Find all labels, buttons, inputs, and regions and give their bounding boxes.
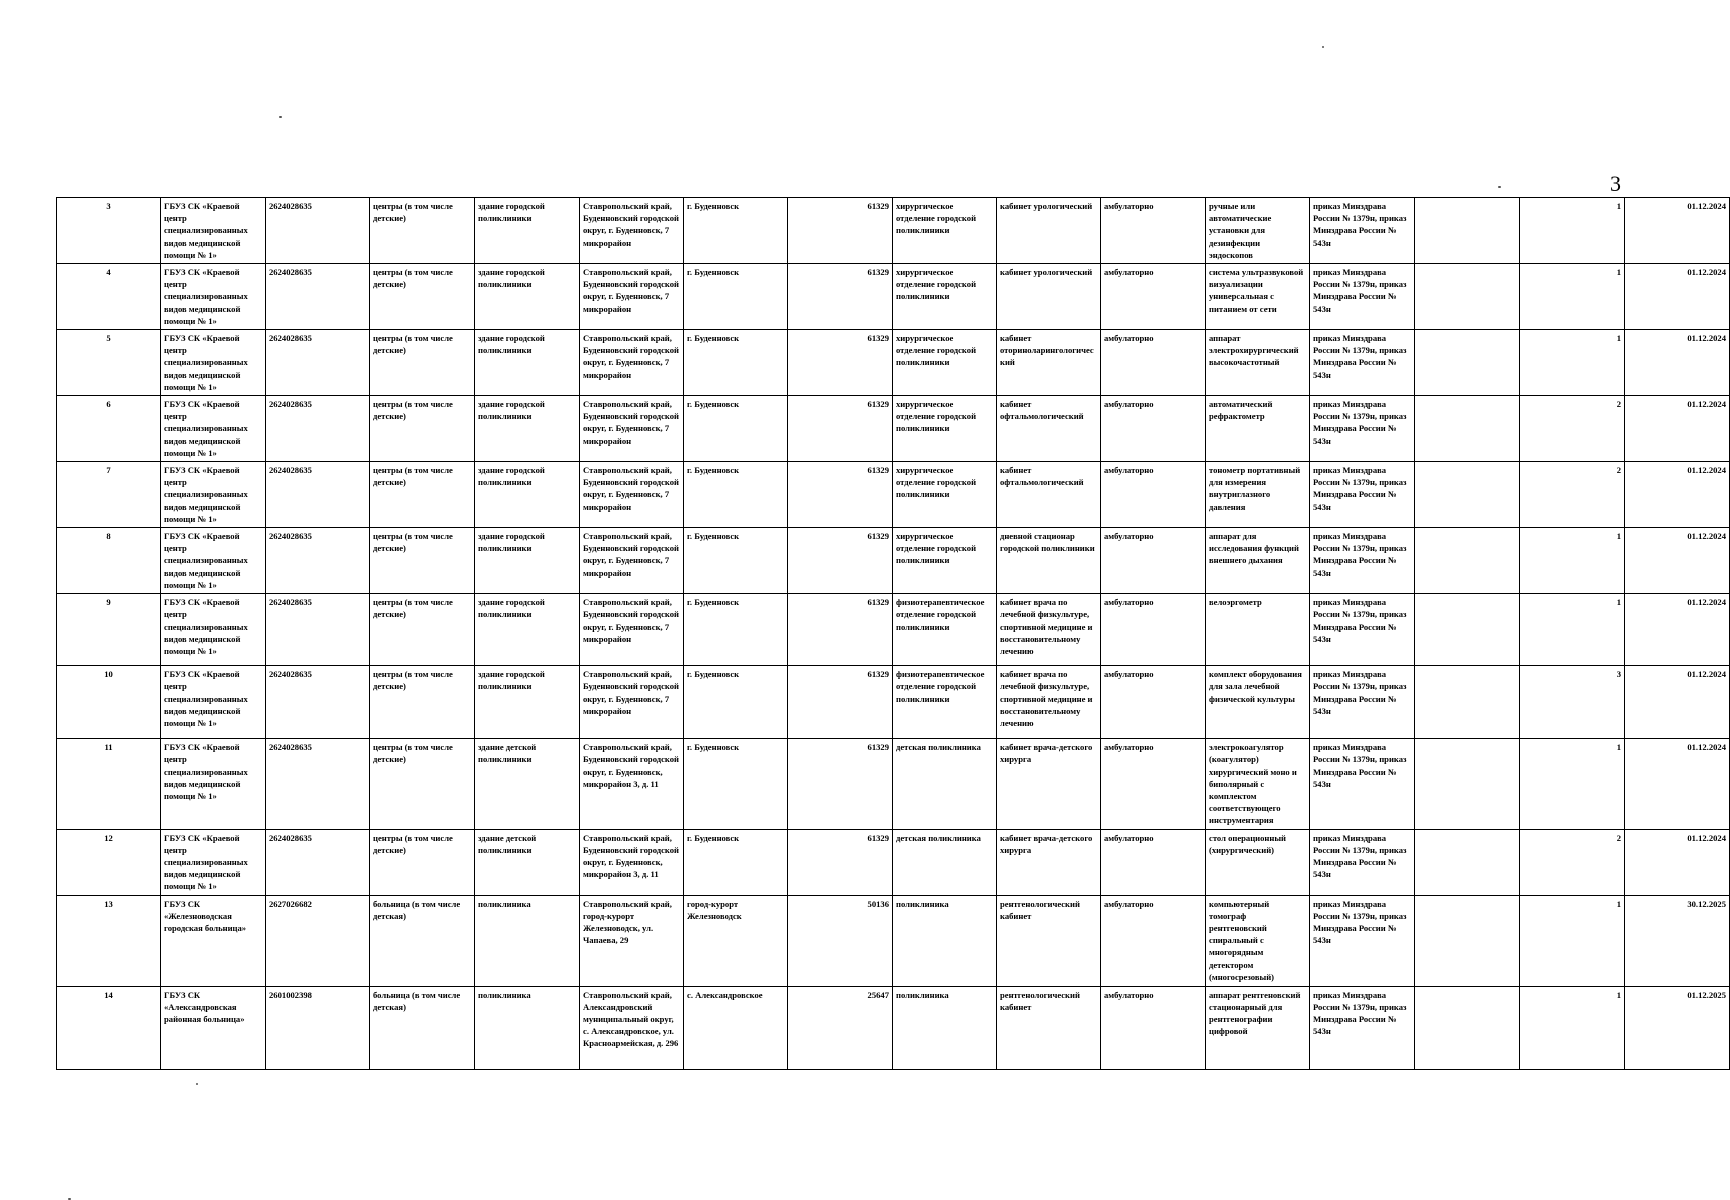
cell-extra <box>1415 396 1520 462</box>
cell-row-number: 11 <box>57 739 161 829</box>
cell-city: г. Буденновск <box>684 528 788 594</box>
cell-address: Ставропольский край, Буденновский городской округ, г. Буденновск, 7 микрорайон <box>580 264 684 330</box>
cell-organization-name: ГБУЗ СК «Краевой центр специализированных видов медицинской помощи № 1» <box>161 594 266 666</box>
cell-organization-name: ГБУЗ СК «Железноводская городская больница» <box>161 895 266 986</box>
cell-city: г. Буденновск <box>684 594 788 666</box>
cell-order: приказ Минздрава России № 1379н, приказ Минздрава России № 543н <box>1310 330 1415 396</box>
cell-room: рентгенологический кабинет <box>997 986 1101 1069</box>
cell-address: Ставропольский край, Буденновский городской округ, г. Буденновск, 7 микрорайон <box>580 528 684 594</box>
cell-date: 01.12.2025 <box>1625 986 1730 1069</box>
cell-extra <box>1415 829 1520 895</box>
cell-building: здание городской поликлиники <box>475 528 580 594</box>
cell-organization-type: центры (в том числе детские) <box>370 330 475 396</box>
cell-inn: 2624028635 <box>266 666 370 739</box>
scan-speck <box>279 116 282 118</box>
cell-conditions: амбулаторно <box>1101 739 1206 829</box>
cell-date: 01.12.2024 <box>1625 330 1730 396</box>
cell-row-number: 10 <box>57 666 161 739</box>
table-row <box>57 829 1730 895</box>
cell-quantity: 2 <box>1520 829 1625 895</box>
cell-extra <box>1415 330 1520 396</box>
cell-city: г. Буденновск <box>684 264 788 330</box>
cell-conditions: амбулаторно <box>1101 829 1206 895</box>
cell-equipment: аппарат рентгеновский стационарный для рентгенографии цифровой <box>1206 986 1310 1069</box>
cell-inn: 2624028635 <box>266 462 370 528</box>
cell-quantity: 2 <box>1520 396 1625 462</box>
cell-building: здание городской поликлиники <box>475 462 580 528</box>
cell-extra <box>1415 198 1520 264</box>
cell-room: рентгенологический кабинет <box>997 895 1101 986</box>
cell-organization-type: центры (в том числе детские) <box>370 396 475 462</box>
cell-date: 01.12.2024 <box>1625 462 1730 528</box>
cell-department: хирургическое отделение городской поликлиники <box>893 462 997 528</box>
scan-speck <box>1498 186 1501 188</box>
cell-organization-name: ГБУЗ СК «Краевой центр специализированных видов медицинской помощи № 1» <box>161 666 266 739</box>
cell-inn: 2624028635 <box>266 198 370 264</box>
page-number: 3 <box>1610 171 1621 196</box>
cell-conditions: амбулаторно <box>1101 264 1206 330</box>
cell-quantity: 2 <box>1520 462 1625 528</box>
cell-department: физиотерапевтическое отделение городской поликлиники <box>893 666 997 739</box>
cell-row-number: 6 <box>57 396 161 462</box>
cell-room: кабинет урологический <box>997 264 1101 330</box>
cell-date: 01.12.2024 <box>1625 528 1730 594</box>
cell-department: хирургическое отделение городской поликлиники <box>893 264 997 330</box>
cell-building: здание городской поликлиники <box>475 396 580 462</box>
cell-postcode: 61329 <box>788 666 893 739</box>
cell-quantity: 1 <box>1520 330 1625 396</box>
cell-inn: 2624028635 <box>266 739 370 829</box>
cell-extra <box>1415 666 1520 739</box>
cell-building: здание детской поликлиники <box>475 739 580 829</box>
cell-equipment: ручные или автоматические установки для дезинфекции эндоскопов <box>1206 198 1310 264</box>
cell-organization-type: центры (в том числе детские) <box>370 198 475 264</box>
cell-inn: 2627026682 <box>266 895 370 986</box>
cell-postcode: 61329 <box>788 594 893 666</box>
cell-organization-name: ГБУЗ СК «Краевой центр специализированных видов медицинской помощи № 1» <box>161 528 266 594</box>
cell-order: приказ Минздрава России № 1379н, приказ Минздрава России № 543н <box>1310 666 1415 739</box>
cell-department: хирургическое отделение городской поликлиники <box>893 528 997 594</box>
table-row <box>57 986 1730 1069</box>
cell-order: приказ Минздрава России № 1379н, приказ Минздрава России № 543н <box>1310 829 1415 895</box>
table-row <box>57 198 1730 264</box>
cell-date: 30.12.2025 <box>1625 895 1730 986</box>
cell-address: Ставропольский край, Буденновский городской округ, г. Буденновск, 7 микрорайон <box>580 396 684 462</box>
cell-row-number: 13 <box>57 895 161 986</box>
cell-conditions: амбулаторно <box>1101 462 1206 528</box>
cell-equipment: аппарат для исследования функций внешнего дыхания <box>1206 528 1310 594</box>
cell-order: приказ Минздрава России № 1379н, приказ Минздрава России № 543н <box>1310 986 1415 1069</box>
cell-department: поликлиника <box>893 895 997 986</box>
cell-building: здание городской поликлиники <box>475 198 580 264</box>
cell-organization-type: центры (в том числе детские) <box>370 528 475 594</box>
cell-address: Ставропольский край, Буденновский городской округ, г. Буденновск, 7 микрорайон <box>580 462 684 528</box>
cell-organization-type: центры (в том числе детские) <box>370 666 475 739</box>
cell-conditions: амбулаторно <box>1101 528 1206 594</box>
cell-address: Ставропольский край, Буденновский городской округ, г. Буденновск, микрорайон 3, д. 11 <box>580 739 684 829</box>
cell-address: Ставропольский край, Александровский муниципальный округ, с. Александровское, ул. Красноармейская, д. 296 <box>580 986 684 1069</box>
cell-equipment: компьютерный томограф рентгеновский спиральный с многорядным детектором (многосрезовый) <box>1206 895 1310 986</box>
cell-inn: 2624028635 <box>266 594 370 666</box>
cell-city: г. Буденновск <box>684 829 788 895</box>
cell-extra <box>1415 739 1520 829</box>
cell-quantity: 3 <box>1520 666 1625 739</box>
cell-inn: 2624028635 <box>266 528 370 594</box>
table-row <box>57 264 1730 330</box>
cell-city: г. Буденновск <box>684 739 788 829</box>
cell-quantity: 1 <box>1520 264 1625 330</box>
cell-organization-type: больница (в том числе детская) <box>370 986 475 1069</box>
cell-inn: 2624028635 <box>266 396 370 462</box>
cell-order: приказ Минздрава России № 1379н, приказ Минздрава России № 543н <box>1310 396 1415 462</box>
cell-address: Ставропольский край, Буденновский городской округ, г. Буденновск, 7 микрорайон <box>580 594 684 666</box>
cell-building: здание городской поликлиники <box>475 330 580 396</box>
cell-order: приказ Минздрава России № 1379н, приказ Минздрава России № 543н <box>1310 264 1415 330</box>
cell-organization-name: ГБУЗ СК «Краевой центр специализированных видов медицинской помощи № 1» <box>161 462 266 528</box>
cell-address: Ставропольский край, Буденновский городской округ, г. Буденновск, 7 микрорайон <box>580 666 684 739</box>
cell-date: 01.12.2024 <box>1625 264 1730 330</box>
cell-equipment: тонометр портативный для измерения внутриглазного давления <box>1206 462 1310 528</box>
equipment-registry-table <box>56 197 1730 1070</box>
cell-row-number: 8 <box>57 528 161 594</box>
cell-organization-name: ГБУЗ СК «Краевой центр специализированных видов медицинской помощи № 1» <box>161 264 266 330</box>
cell-room: кабинет врача-детского хирурга <box>997 829 1101 895</box>
cell-city: г. Буденновск <box>684 330 788 396</box>
cell-order: приказ Минздрава России № 1379н, приказ Минздрава России № 543н <box>1310 739 1415 829</box>
cell-row-number: 7 <box>57 462 161 528</box>
cell-date: 01.12.2024 <box>1625 829 1730 895</box>
cell-quantity: 1 <box>1520 895 1625 986</box>
cell-row-number: 3 <box>57 198 161 264</box>
cell-conditions: амбулаторно <box>1101 986 1206 1069</box>
cell-organization-name: ГБУЗ СК «Краевой центр специализированных видов медицинской помощи № 1» <box>161 330 266 396</box>
cell-building: здание городской поликлиники <box>475 666 580 739</box>
cell-address: Ставропольский край, Буденновский городской округ, г. Буденновск, 7 микрорайон <box>580 330 684 396</box>
cell-building: здание городской поликлиники <box>475 594 580 666</box>
cell-extra <box>1415 594 1520 666</box>
cell-row-number: 9 <box>57 594 161 666</box>
cell-extra <box>1415 264 1520 330</box>
cell-inn: 2601002398 <box>266 986 370 1069</box>
cell-room: кабинет оториноларингологический <box>997 330 1101 396</box>
cell-department: хирургическое отделение городской поликлиники <box>893 396 997 462</box>
cell-conditions: амбулаторно <box>1101 396 1206 462</box>
cell-room: дневной стационар городской поликлиники <box>997 528 1101 594</box>
cell-row-number: 14 <box>57 986 161 1069</box>
table-row <box>57 895 1730 986</box>
cell-organization-type: центры (в том числе детские) <box>370 264 475 330</box>
scan-speck <box>1322 46 1324 48</box>
cell-building: поликлиника <box>475 895 580 986</box>
table-row <box>57 666 1730 739</box>
cell-organization-type: центры (в том числе детские) <box>370 829 475 895</box>
cell-room: кабинет врача по лечебной физкультуре, спортивной медицине и восстановительному лечению <box>997 666 1101 739</box>
cell-row-number: 4 <box>57 264 161 330</box>
registry-body <box>57 198 1730 1070</box>
cell-equipment: велоэргометр <box>1206 594 1310 666</box>
cell-postcode: 50136 <box>788 895 893 986</box>
cell-organization-name: ГБУЗ СК «Краевой центр специализированных видов медицинской помощи № 1» <box>161 739 266 829</box>
cell-equipment: аппарат электрохирургический высокочастотный <box>1206 330 1310 396</box>
table-row <box>57 462 1730 528</box>
cell-equipment: система ультразвуковой визуализации универсальная с питанием от сети <box>1206 264 1310 330</box>
cell-equipment: автоматический рефрактометр <box>1206 396 1310 462</box>
cell-date: 01.12.2024 <box>1625 666 1730 739</box>
cell-order: приказ Минздрава России № 1379н, приказ Минздрава России № 543н <box>1310 462 1415 528</box>
cell-equipment: стол операционный (хирургический) <box>1206 829 1310 895</box>
cell-row-number: 5 <box>57 330 161 396</box>
cell-conditions: амбулаторно <box>1101 330 1206 396</box>
cell-organization-name: ГБУЗ СК «Краевой центр специализированных видов медицинской помощи № 1» <box>161 829 266 895</box>
cell-address: Ставропольский край, Буденновский городской округ, г. Буденновск, микрорайон 3, д. 11 <box>580 829 684 895</box>
cell-row-number: 12 <box>57 829 161 895</box>
cell-city: г. Буденновск <box>684 462 788 528</box>
cell-room: кабинет врача по лечебной физкультуре, спортивной медицине и восстановительному лечению <box>997 594 1101 666</box>
cell-quantity: 1 <box>1520 528 1625 594</box>
cell-postcode: 61329 <box>788 739 893 829</box>
cell-room: кабинет офтальмологический <box>997 396 1101 462</box>
cell-conditions: амбулаторно <box>1101 594 1206 666</box>
cell-date: 01.12.2024 <box>1625 396 1730 462</box>
cell-organization-type: центры (в том числе детские) <box>370 594 475 666</box>
table-row <box>57 396 1730 462</box>
cell-department: хирургическое отделение городской поликлиники <box>893 198 997 264</box>
cell-order: приказ Минздрава России № 1379н, приказ Минздрава России № 543н <box>1310 895 1415 986</box>
cell-order: приказ Минздрава России № 1379н, приказ Минздрава России № 543н <box>1310 198 1415 264</box>
table-row <box>57 594 1730 666</box>
cell-city: г. Буденновск <box>684 396 788 462</box>
cell-postcode: 61329 <box>788 829 893 895</box>
cell-extra <box>1415 528 1520 594</box>
cell-department: физиотерапевтическое отделение городской поликлиники <box>893 594 997 666</box>
cell-quantity: 1 <box>1520 739 1625 829</box>
cell-department: детская поликлиника <box>893 829 997 895</box>
cell-postcode: 25647 <box>788 986 893 1069</box>
cell-order: приказ Минздрава России № 1379н, приказ Минздрава России № 543н <box>1310 594 1415 666</box>
cell-extra <box>1415 986 1520 1069</box>
cell-conditions: амбулаторно <box>1101 198 1206 264</box>
cell-postcode: 61329 <box>788 264 893 330</box>
cell-address: Ставропольский край, город-курорт Железноводск, ул. Чапаева, 29 <box>580 895 684 986</box>
cell-address: Ставропольский край, Буденновский городской округ, г. Буденновск, 7 микрорайон <box>580 198 684 264</box>
cell-equipment: электрокоагулятор (коагулятор) хирургический моно и биполярный с комплектом соответствующего инструментария <box>1206 739 1310 829</box>
cell-postcode: 61329 <box>788 462 893 528</box>
cell-building: здание городской поликлиники <box>475 264 580 330</box>
cell-city: с. Александровское <box>684 986 788 1069</box>
cell-quantity: 1 <box>1520 198 1625 264</box>
cell-inn: 2624028635 <box>266 330 370 396</box>
cell-city: г. Буденновск <box>684 198 788 264</box>
cell-organization-name: ГБУЗ СК «Краевой центр специализированных видов медицинской помощи № 1» <box>161 396 266 462</box>
cell-extra <box>1415 895 1520 986</box>
cell-organization-type: центры (в том числе детские) <box>370 462 475 528</box>
cell-city: г. Буденновск <box>684 666 788 739</box>
cell-date: 01.12.2024 <box>1625 594 1730 666</box>
cell-order: приказ Минздрава России № 1379н, приказ Минздрава России № 543н <box>1310 528 1415 594</box>
table-row <box>57 739 1730 829</box>
cell-postcode: 61329 <box>788 330 893 396</box>
cell-organization-type: центры (в том числе детские) <box>370 739 475 829</box>
cell-department: поликлиника <box>893 986 997 1069</box>
cell-inn: 2624028635 <box>266 829 370 895</box>
cell-room: кабинет врача-детского хирурга <box>997 739 1101 829</box>
cell-organization-name: ГБУЗ СК «Краевой центр специализированных видов медицинской помощи № 1» <box>161 198 266 264</box>
cell-conditions: амбулаторно <box>1101 666 1206 739</box>
cell-extra <box>1415 462 1520 528</box>
cell-date: 01.12.2024 <box>1625 198 1730 264</box>
cell-organization-name: ГБУЗ СК «Александровская районная больница» <box>161 986 266 1069</box>
cell-building: поликлиника <box>475 986 580 1069</box>
cell-inn: 2624028635 <box>266 264 370 330</box>
cell-room: кабинет урологический <box>997 198 1101 264</box>
cell-department: хирургическое отделение городской поликлиники <box>893 330 997 396</box>
cell-postcode: 61329 <box>788 396 893 462</box>
cell-postcode: 61329 <box>788 198 893 264</box>
cell-conditions: амбулаторно <box>1101 895 1206 986</box>
cell-quantity: 1 <box>1520 594 1625 666</box>
cell-building: здание детской поликлиники <box>475 829 580 895</box>
cell-department: детская поликлиника <box>893 739 997 829</box>
table-row <box>57 330 1730 396</box>
scan-speck <box>196 1083 198 1085</box>
cell-postcode: 61329 <box>788 528 893 594</box>
cell-city: город-курорт Железноводск <box>684 895 788 986</box>
cell-organization-type: больница (в том числе детская) <box>370 895 475 986</box>
cell-quantity: 1 <box>1520 986 1625 1069</box>
cell-room: кабинет офтальмологический <box>997 462 1101 528</box>
table-row <box>57 528 1730 594</box>
cell-date: 01.12.2024 <box>1625 739 1730 829</box>
cell-equipment: комплект оборудования для зала лечебной физической культуры <box>1206 666 1310 739</box>
